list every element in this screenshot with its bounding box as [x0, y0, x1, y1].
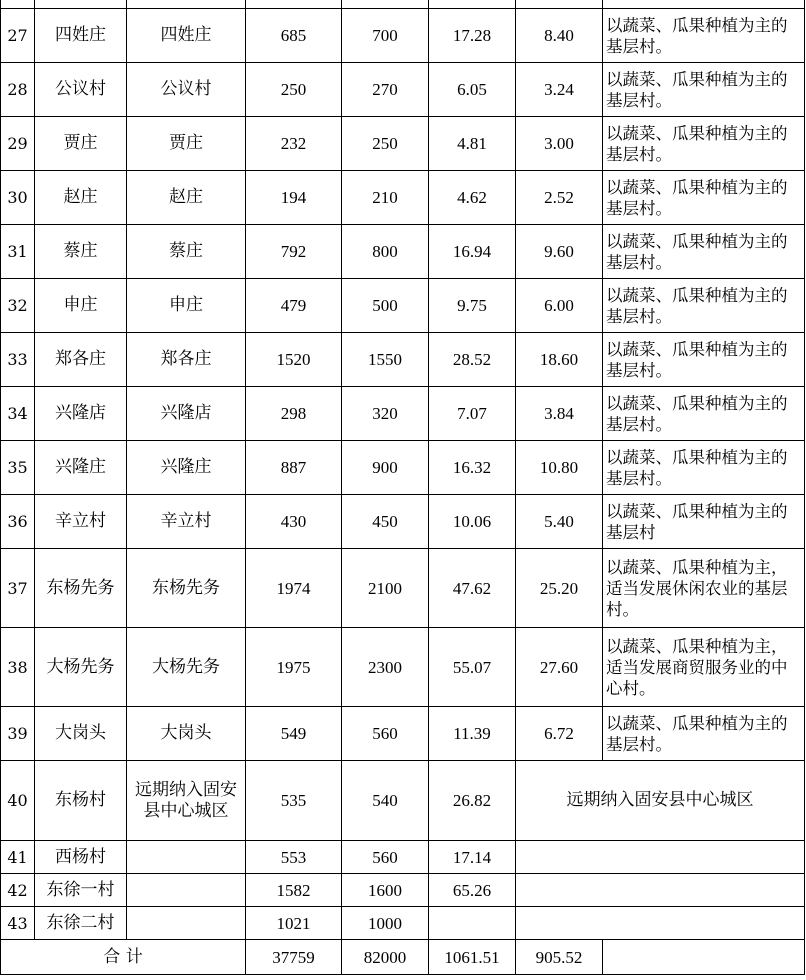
village-name: 东杨先务 [35, 549, 127, 628]
admin-village [127, 841, 246, 874]
row-index: 33 [1, 333, 35, 387]
table-row [1, 761, 805, 841]
table-row [1, 279, 805, 333]
table-row [1, 9, 805, 63]
population-planned: 700 [342, 9, 429, 63]
total-land: 905.52 [516, 940, 603, 975]
population-current: 232 [246, 117, 342, 171]
population-planned: 320 [342, 387, 429, 441]
function-note: 以蔬菜、瓜果种植为主的基层村 [603, 495, 805, 549]
table-row [1, 63, 805, 117]
table-row [1, 841, 805, 874]
function-note: 以蔬菜、瓜果种植为主的基层村。 [603, 117, 805, 171]
function-note: 以蔬菜、瓜果种植为主的基层村。 [603, 707, 805, 761]
function-note: 以蔬菜、瓜果种植为主的基层村。 [603, 441, 805, 495]
function-note: 以蔬菜、瓜果种植为主的基层村。 [603, 333, 805, 387]
total-label: 合 计 [1, 940, 246, 975]
village-name: 东杨村 [35, 761, 127, 841]
population-planned: 800 [342, 225, 429, 279]
table-row [1, 387, 805, 441]
table-row [1, 171, 805, 225]
land-value: 3.24 [516, 63, 603, 117]
area-value: 28.52 [429, 333, 516, 387]
admin-village: 赵庄 [127, 171, 246, 225]
land-value: 3.84 [516, 387, 603, 441]
area-value: 10.06 [429, 495, 516, 549]
area-value: 6.05 [429, 63, 516, 117]
population-current: 1975 [246, 628, 342, 707]
table-row [1, 333, 805, 387]
population-planned: 210 [342, 171, 429, 225]
row-index: 36 [1, 495, 35, 549]
function-note: 远期纳入固安县中心城区 [516, 761, 805, 841]
function-note: 以蔬菜、瓜果种植为主，适当发展商贸服务业的中心村。 [603, 628, 805, 707]
area-value: 47.62 [429, 549, 516, 628]
table-row [1, 117, 805, 171]
admin-village: 大岗头 [127, 707, 246, 761]
land-value: 25.20 [516, 549, 603, 628]
table-row [1, 874, 805, 907]
land-value: 2.52 [516, 171, 603, 225]
population-current: 1974 [246, 549, 342, 628]
village-name: 东徐一村 [35, 874, 127, 907]
area-value: 65.26 [429, 874, 516, 907]
admin-village: 贾庄 [127, 117, 246, 171]
function-note [516, 874, 805, 907]
row-index: 29 [1, 117, 35, 171]
area-value: 9.75 [429, 279, 516, 333]
area-value: 4.62 [429, 171, 516, 225]
village-name: 辛立村 [35, 495, 127, 549]
table-row [1, 707, 805, 761]
village-name: 蔡庄 [35, 225, 127, 279]
population-planned: 1600 [342, 874, 429, 907]
population-current: 1520 [246, 333, 342, 387]
village-name: 西杨村 [35, 841, 127, 874]
area-value: 16.32 [429, 441, 516, 495]
village-name: 申庄 [35, 279, 127, 333]
village-name: 大杨先务 [35, 628, 127, 707]
land-value: 5.40 [516, 495, 603, 549]
population-planned: 2300 [342, 628, 429, 707]
population-current: 1021 [246, 907, 342, 940]
function-note: 以蔬菜、瓜果种植为主的基层村。 [603, 9, 805, 63]
row-index: 38 [1, 628, 35, 707]
village-name: 东徐二村 [35, 907, 127, 940]
admin-village: 远期纳入固安县中心城区 [127, 761, 246, 841]
total-row [1, 940, 805, 975]
admin-village: 蔡庄 [127, 225, 246, 279]
population-current: 549 [246, 707, 342, 761]
table-row [1, 628, 805, 707]
population-current: 1582 [246, 874, 342, 907]
admin-village [127, 907, 246, 940]
population-planned: 540 [342, 761, 429, 841]
population-current: 792 [246, 225, 342, 279]
row-index: 41 [1, 841, 35, 874]
village-name: 大岗头 [35, 707, 127, 761]
admin-village: 大杨先务 [127, 628, 246, 707]
land-value: 6.00 [516, 279, 603, 333]
row-index: 35 [1, 441, 35, 495]
admin-village: 兴隆店 [127, 387, 246, 441]
population-current: 553 [246, 841, 342, 874]
function-note: 以蔬菜、瓜果种植为主的基层村。 [603, 225, 805, 279]
land-value: 10.80 [516, 441, 603, 495]
row-index: 39 [1, 707, 35, 761]
area-value [429, 907, 516, 940]
admin-village: 郑各庄 [127, 333, 246, 387]
row-index: 30 [1, 171, 35, 225]
population-planned: 1000 [342, 907, 429, 940]
function-note: 以蔬菜、瓜果种植为主的基层村。 [603, 387, 805, 441]
area-value: 4.81 [429, 117, 516, 171]
admin-village: 申庄 [127, 279, 246, 333]
area-value: 17.28 [429, 9, 516, 63]
row-index: 43 [1, 907, 35, 940]
village-name: 兴隆店 [35, 387, 127, 441]
row-index: 42 [1, 874, 35, 907]
population-planned: 250 [342, 117, 429, 171]
function-note: 以蔬菜、瓜果种植为主的基层村。 [603, 279, 805, 333]
table-row-cutoff [1, 0, 805, 9]
population-current: 887 [246, 441, 342, 495]
function-note: 以蔬菜、瓜果种植为主的基层村。 [603, 171, 805, 225]
admin-village [127, 874, 246, 907]
function-note: 以蔬菜、瓜果种植为主的基层村。 [603, 63, 805, 117]
land-value: 27.60 [516, 628, 603, 707]
table-row [1, 549, 805, 628]
area-value: 17.14 [429, 841, 516, 874]
table-row [1, 907, 805, 940]
population-current: 479 [246, 279, 342, 333]
population-planned: 900 [342, 441, 429, 495]
row-index: 37 [1, 549, 35, 628]
population-current: 250 [246, 63, 342, 117]
row-index: 32 [1, 279, 35, 333]
row-index: 34 [1, 387, 35, 441]
total-area: 1061.51 [429, 940, 516, 975]
land-value: 6.72 [516, 707, 603, 761]
function-note [516, 907, 805, 940]
admin-village: 辛立村 [127, 495, 246, 549]
row-index: 40 [1, 761, 35, 841]
admin-village: 兴隆庄 [127, 441, 246, 495]
population-planned: 560 [342, 707, 429, 761]
area-value: 55.07 [429, 628, 516, 707]
row-index: 28 [1, 63, 35, 117]
village-name: 贾庄 [35, 117, 127, 171]
admin-village: 东杨先务 [127, 549, 246, 628]
function-note: 以蔬菜、瓜果种植为主，适当发展休闲农业的基层村。 [603, 549, 805, 628]
population-planned: 270 [342, 63, 429, 117]
population-planned: 2100 [342, 549, 429, 628]
population-current: 685 [246, 9, 342, 63]
land-value: 8.40 [516, 9, 603, 63]
land-value: 18.60 [516, 333, 603, 387]
population-current: 535 [246, 761, 342, 841]
population-current: 298 [246, 387, 342, 441]
population-planned: 560 [342, 841, 429, 874]
table-row [1, 495, 805, 549]
row-index: 31 [1, 225, 35, 279]
row-index: 27 [1, 9, 35, 63]
population-current: 430 [246, 495, 342, 549]
area-value: 26.82 [429, 761, 516, 841]
total-population-current: 37759 [246, 940, 342, 975]
admin-village: 公议村 [127, 63, 246, 117]
village-name: 四姓庄 [35, 9, 127, 63]
land-value: 9.60 [516, 225, 603, 279]
land-value: 3.00 [516, 117, 603, 171]
population-planned: 500 [342, 279, 429, 333]
village-name: 公议村 [35, 63, 127, 117]
table-row [1, 225, 805, 279]
village-name: 郑各庄 [35, 333, 127, 387]
area-value: 16.94 [429, 225, 516, 279]
population-planned: 1550 [342, 333, 429, 387]
village-name: 兴隆庄 [35, 441, 127, 495]
admin-village: 四姓庄 [127, 9, 246, 63]
area-value: 7.07 [429, 387, 516, 441]
area-value: 11.39 [429, 707, 516, 761]
total-population-planned: 82000 [342, 940, 429, 975]
table-row [1, 441, 805, 495]
population-current: 194 [246, 171, 342, 225]
population-planned: 450 [342, 495, 429, 549]
function-note [516, 841, 805, 874]
total-note [603, 940, 805, 975]
village-name: 赵庄 [35, 171, 127, 225]
